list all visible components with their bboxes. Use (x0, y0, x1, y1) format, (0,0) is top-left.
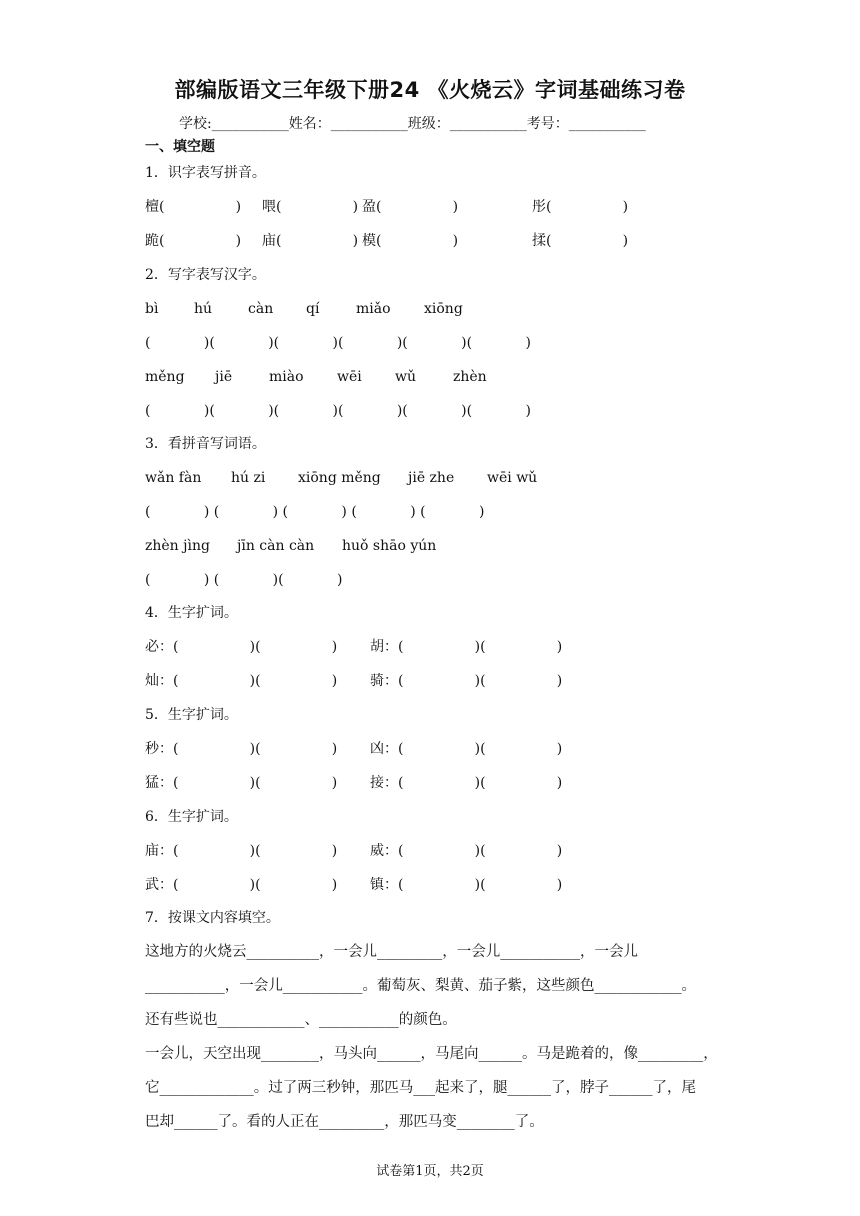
pinyin: càn (248, 301, 274, 317)
pinyin: qí (306, 301, 320, 317)
pinyin: wǎn fàn (145, 470, 202, 486)
fill-in-line: 巴却______了。看的人正在_________，那匹马变________了。 (145, 1114, 544, 1130)
word-expansion-item: 凶：( )( ) (370, 741, 563, 757)
word-expansion-item: 灿：( )( ) (145, 673, 338, 689)
pinyin: wǔ (395, 369, 416, 385)
word-expansion-item: 秒：( )( ) (145, 741, 338, 757)
pinyin: wēi (337, 369, 362, 385)
question-7-prompt: 7．按课文内容填空。 (145, 910, 280, 926)
pinyin: jiē (215, 369, 233, 385)
student-info-line: 学校:___________姓名：___________班级：___________考号：___________ (179, 116, 646, 132)
fill-in-line: 它_____________。过了两三秒钟，那匹马___起来了，腿______了，脖子______了，尾 (145, 1080, 696, 1096)
answer-parens: ( ) ( ) ( ) ( ) ( ) (145, 504, 485, 520)
pinyin: miào (269, 369, 304, 385)
pinyin: miǎo (356, 301, 391, 317)
question-6-prompt: 6．生字扩词。 (145, 809, 238, 825)
word-expansion-item: 猛：( )( ) (145, 775, 338, 791)
pinyin: jiē zhe (408, 470, 455, 486)
q1-item: 模( ) (362, 233, 459, 249)
section-heading: 一、填空题 (145, 139, 215, 155)
pinyin: xiōng měng (298, 470, 381, 486)
word-expansion-item: 骑：( )( ) (370, 673, 563, 689)
pinyin: měng (145, 369, 185, 385)
answer-parens: ( ) ( )( ) (145, 572, 343, 588)
page-title: 部编版语文三年级下册24 《火烧云》字词基础练习卷 (174, 78, 686, 102)
word-expansion-item: 胡：( )( ) (370, 639, 563, 655)
word-expansion-item: 威：( )( ) (370, 843, 563, 859)
q1-item: 盈( ) (362, 199, 459, 215)
answer-parens: ( )( )( )( )( )( ) (145, 335, 531, 351)
pinyin: hú (194, 301, 213, 317)
question-4-prompt: 4．生字扩词。 (145, 605, 238, 621)
q1-item: 喂( ) (262, 199, 359, 215)
pinyin: xiōng (424, 301, 463, 317)
q1-item: 揉( ) (532, 233, 629, 249)
pinyin: hú zi (231, 470, 266, 486)
question-3-prompt: 3．看拼音写词语。 (145, 436, 266, 452)
page-footer: 试卷第1页，共2页 (376, 1164, 484, 1179)
question-2-prompt: 2．写字表写汉字。 (145, 267, 266, 283)
question-5-prompt: 5．生字扩词。 (145, 707, 238, 723)
fill-in-line: ___________，一会儿___________。葡萄灰、梨黄、茄子紫，这些颜色____________。 (145, 978, 696, 994)
q1-item: 檀( ) (145, 199, 242, 215)
fill-in-line: 还有些说也____________、___________的颜色。 (145, 1012, 457, 1028)
q1-item: 跪( ) (145, 233, 242, 249)
word-expansion-item: 接：( )( ) (370, 775, 563, 791)
pinyin: zhèn (453, 369, 487, 385)
pinyin: bì (145, 301, 159, 317)
fill-in-line: 一会儿，天空出现________，马头向______，马尾向______。马是跪着的，像_________， (145, 1046, 718, 1062)
pinyin: jīn càn càn (237, 538, 315, 554)
word-expansion-item: 庙：( )( ) (145, 843, 338, 859)
word-expansion-item: 武：( )( ) (145, 877, 338, 893)
question-1-prompt: 1．识字表写拼音。 (145, 165, 266, 181)
pinyin: huǒ shāo yún (342, 538, 437, 554)
pinyin: wēi wǔ (487, 470, 538, 486)
fill-in-line: 这地方的火烧云__________，一会儿_________，一会儿___________，一会儿 (145, 944, 638, 960)
q1-item: 庙( ) (262, 233, 359, 249)
answer-parens: ( )( )( )( )( )( ) (145, 403, 531, 419)
pinyin: zhèn jìng (145, 538, 210, 554)
q1-item: 彤( ) (532, 199, 629, 215)
word-expansion-item: 必：( )( ) (145, 639, 338, 655)
word-expansion-item: 镇：( )( ) (370, 877, 563, 893)
